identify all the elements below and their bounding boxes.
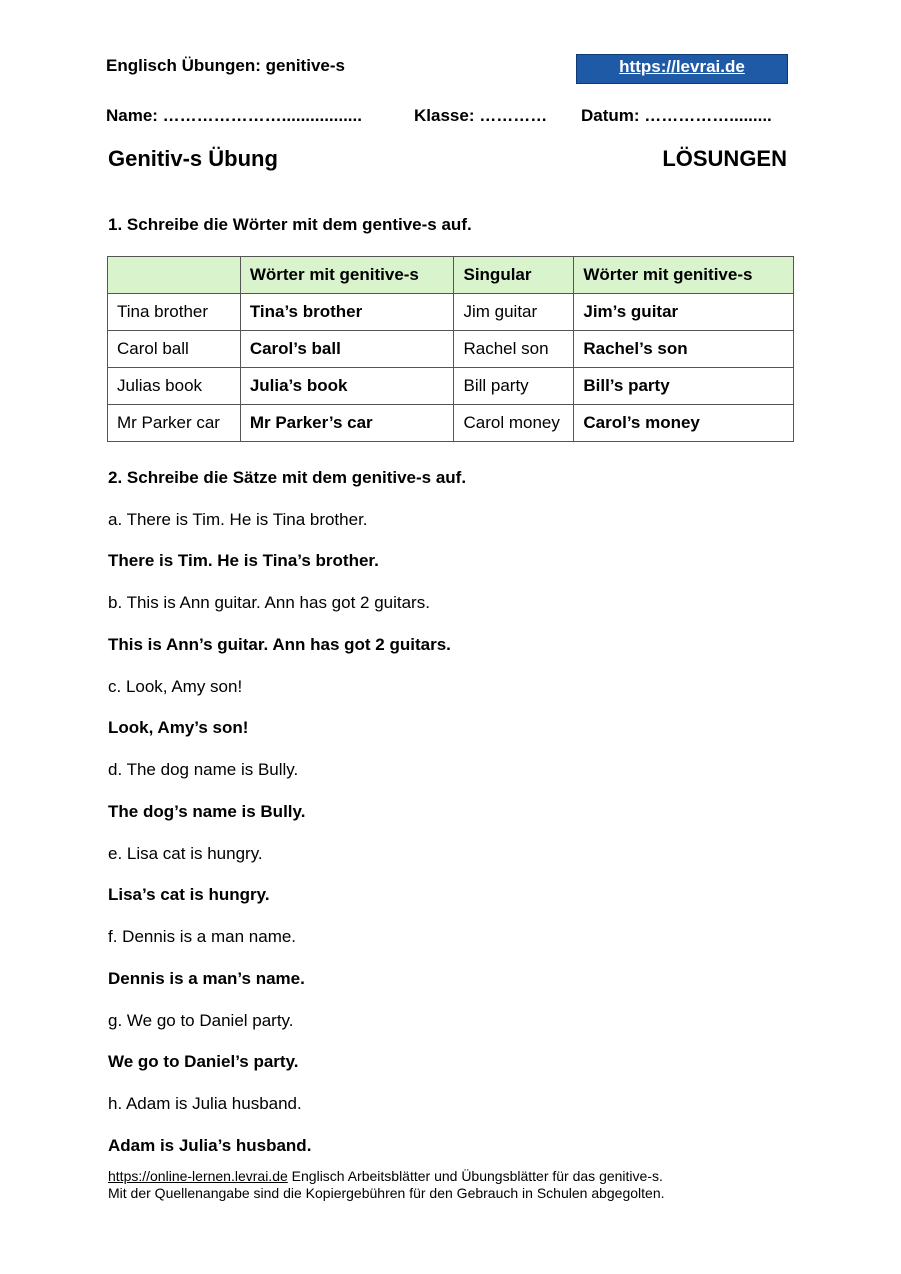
question-c: c. Look, Amy son! — [108, 677, 243, 696]
question-b: b. This is Ann guitar. Ann has got 2 guitars. — [108, 593, 430, 612]
table-cell-answer: Jim’s guitar — [574, 294, 794, 331]
answer-e: Lisa’s cat is hungry. — [108, 885, 270, 904]
question-e: e. Lisa cat is hungry. — [108, 844, 263, 863]
question-a: a. There is Tim. He is Tina brother. — [108, 510, 368, 529]
answer-c: Look, Amy’s son! — [108, 718, 249, 737]
question-g: g. We go to Daniel party. — [108, 1011, 294, 1030]
table-header-cell — [108, 257, 241, 294]
worksheet-header-title: Englisch Übungen: genitive-s — [106, 56, 345, 75]
class-field-label: Klasse: ………… — [414, 106, 548, 125]
table-cell: Carol money — [454, 405, 574, 442]
genitive-table — [107, 256, 794, 442]
footer-line-1 — [108, 1168, 665, 1185]
task1-instruction: 1. Schreibe die Wörter mit dem gentive-s auf. — [108, 215, 472, 234]
table-cell: Rachel son — [454, 331, 574, 368]
answer-b: This is Ann’s guitar. Ann has got 2 guitars. — [108, 635, 451, 654]
date-field-label: Datum: ……………......... — [581, 106, 772, 125]
table-cell: Carol ball — [108, 331, 241, 368]
table-cell-answer: Mr Parker’s car — [240, 405, 454, 442]
table-cell-answer: Rachel’s son — [574, 331, 794, 368]
table-cell-answer: Carol’s money — [574, 405, 794, 442]
table-cell-answer: Tina’s brother — [240, 294, 454, 331]
footer-line-2: Mit der Quellenangabe sind die Kopiergebühren für den Gebrauch in Schulen abgegolten. — [108, 1185, 665, 1201]
table-row — [108, 368, 794, 405]
table-cell-answer: Bill’s party — [574, 368, 794, 405]
table-row — [108, 331, 794, 368]
table-row — [108, 294, 794, 331]
page-title: Genitiv-s Übung — [108, 146, 278, 171]
table-cell-answer: Carol’s ball — [240, 331, 454, 368]
table-cell-answer: Julia’s book — [240, 368, 454, 405]
solutions-label: LÖSUNGEN — [662, 146, 787, 171]
table-cell: Julias book — [108, 368, 241, 405]
table-header-cell: Wörter mit genitive-s — [240, 257, 454, 294]
task2-instruction: 2. Schreibe die Sätze mit dem genitive-s auf. — [108, 468, 467, 487]
footer — [108, 1168, 665, 1202]
name-field-label: Name: …………………................. — [106, 106, 362, 125]
footer-line-1-text: Englisch Arbeitsblätter und Übungsblätter für das genitive-s. — [287, 1168, 663, 1184]
table-cell: Jim guitar — [454, 294, 574, 331]
footer-link[interactable]: https://online-lernen.levrai.de — [108, 1168, 288, 1184]
answer-a: There is Tim. He is Tina’s brother. — [108, 551, 379, 570]
table-cell: Mr Parker car — [108, 405, 241, 442]
question-h: h. Adam is Julia husband. — [108, 1094, 302, 1113]
table-row — [108, 405, 794, 442]
table-header-row — [108, 257, 794, 294]
answer-h: Adam is Julia’s husband. — [108, 1136, 312, 1155]
table-cell: Bill party — [454, 368, 574, 405]
table-cell: Tina brother — [108, 294, 241, 331]
question-d: d. The dog name is Bully. — [108, 760, 299, 779]
answer-f: Dennis is a man’s name. — [108, 969, 305, 988]
table-header-cell: Wörter mit genitive-s — [574, 257, 794, 294]
answer-g: We go to Daniel’s party. — [108, 1052, 299, 1071]
table-header-cell: Singular — [454, 257, 574, 294]
question-f: f. Dennis is a man name. — [108, 927, 297, 946]
answer-d: The dog’s name is Bully. — [108, 802, 306, 821]
site-link[interactable]: https://levrai.de — [576, 54, 788, 84]
